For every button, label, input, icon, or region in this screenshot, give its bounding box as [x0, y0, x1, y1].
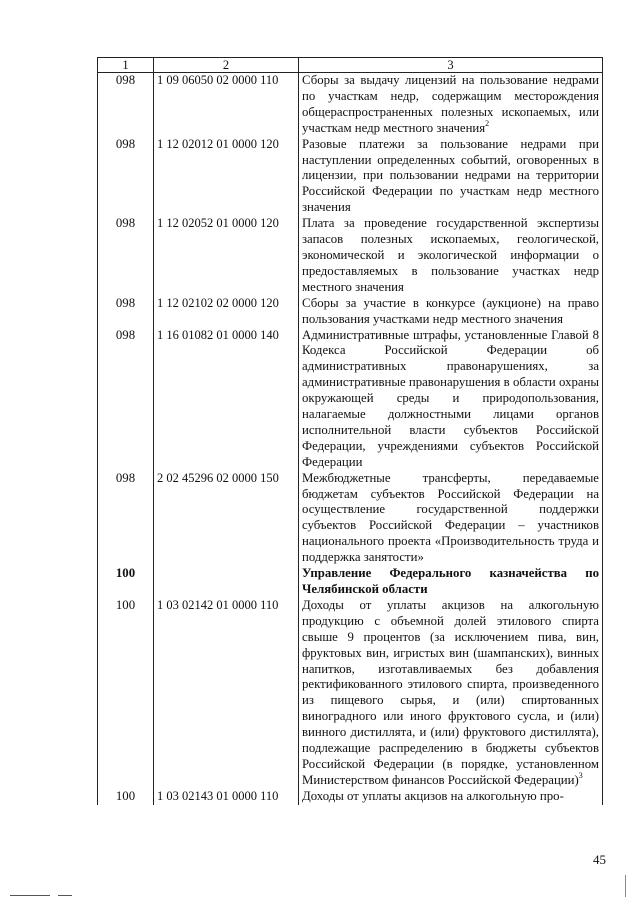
revenue-name-text: Доходы от уплаты акцизов на алкогольную продукцию с объемной долей этилового спирта свыше 9 процентов (за исключением пива, вин, фруктовых вин, игристых вин (шампанских), винных напитков, изготавливаемых без добавления ректификованного этилового спирта, произведенного из пищевого сырья, и (или) спиртованных виноградного или иного фруктового сусла, и (или) винного дистиллята, и (или) фруктового дистиллята), подлежащие распределению в бюджеты субъектов Российской Федерации (в порядке, установленном Министерством финансов Российской Федерации) [302, 597, 599, 787]
admin-code-cell: 098 [98, 137, 154, 217]
edge-mark [625, 875, 626, 897]
revenue-name-cell [299, 328, 603, 471]
revenue-name-text: Сборы за участие в конкурсе (аукционе) на право пользования участками недр местного значения [302, 295, 599, 326]
table-row [98, 296, 603, 328]
budget-code-cell: 1 12 02012 01 0000 120 [154, 137, 299, 217]
table-header-row [98, 58, 603, 73]
revenue-name-cell [299, 73, 603, 137]
table-row [98, 328, 603, 471]
table-row [98, 137, 603, 217]
budget-code-cell: 1 09 06050 02 0000 110 [154, 73, 299, 137]
revenue-name-cell [299, 566, 603, 598]
budget-code-cell [154, 566, 299, 598]
column-header-3: 3 [299, 58, 603, 73]
admin-code-cell: 098 [98, 296, 154, 328]
admin-code-cell: 100 [98, 598, 154, 789]
admin-code-cell: 098 [98, 73, 154, 137]
page-number: 45 [593, 852, 606, 867]
revenue-name-text: Сборы за выдачу лицензий на пользование недрами по участкам недр, содержащим месторождения общераспространенных полезных ископаемых, или участкам недр местного значения [302, 73, 599, 135]
revenue-name-text: Межбюджетные трансферты, передаваемые бюджетам субъектов Российской Федерации на осуществление государственной поддержки субъектов Российской Федерации – участников национального проекта «Производительность труда и поддержка занятости» [302, 470, 599, 565]
footer-rule [58, 895, 72, 896]
budget-code-cell: 1 12 02102 02 0000 120 [154, 296, 299, 328]
table-row [98, 598, 603, 789]
revenue-name-cell [299, 471, 603, 566]
revenue-name-cell [299, 598, 603, 789]
table-body [98, 73, 603, 805]
column-header-1: 1 [98, 58, 154, 73]
budget-code-cell: 1 12 02052 01 0000 120 [154, 216, 299, 296]
column-header-2: 2 [154, 58, 299, 73]
admin-code-cell: 100 [98, 789, 154, 805]
footnote-marker: 2 [485, 118, 490, 128]
table-row [98, 471, 603, 566]
budget-code-cell: 2 02 45296 02 0000 150 [154, 471, 299, 566]
table-row [98, 216, 603, 296]
revenue-codes-table [97, 57, 603, 805]
admin-code-cell: 098 [98, 216, 154, 296]
admin-code-cell: 098 [98, 471, 154, 566]
footnote-marker: 3 [578, 770, 583, 780]
admin-code-cell: 098 [98, 328, 154, 471]
table-row [98, 566, 603, 598]
revenue-name-text: Административные штрафы, установленные Главой 8 Кодекса Российской Федерации об административных правонарушениях, за административные правонарушения в области охраны окружающей среды и природопользования, налагаемые должностными лицами органов исполнительной власти субъектов Российской Федерации, учреждениями субъектов Российской Федерации [302, 327, 599, 469]
budget-code-cell: 1 16 01082 01 0000 140 [154, 328, 299, 471]
budget-code-cell: 1 03 02142 01 0000 110 [154, 598, 299, 789]
revenue-name-cell [299, 137, 603, 217]
footer-rule [10, 895, 50, 896]
revenue-name-cell [299, 216, 603, 296]
budget-code-cell: 1 03 02143 01 0000 110 [154, 789, 299, 805]
table-row [98, 789, 603, 805]
revenue-name-text: Разовые платежи за пользование недрами при наступлении определенных событий, оговоренных в лицензии, при пользовании недрами на территории Российской Федерации по участкам недр местного значения [302, 136, 599, 215]
revenue-name-cell [299, 789, 603, 805]
revenue-name-cell [299, 296, 603, 328]
table-row [98, 73, 603, 137]
revenue-name-text: Управление Федерального казначейства по Челябинской области [302, 566, 599, 596]
revenue-name-text: Доходы от уплаты акцизов на алкогольную про- [302, 788, 564, 803]
admin-code-cell: 100 [98, 566, 154, 598]
revenue-name-text: Плата за проведение государственной экспертизы запасов полезных ископаемых, геологической, экономической и экологической информации о предоставляемых в пользование участках недр местного значения [302, 216, 599, 294]
